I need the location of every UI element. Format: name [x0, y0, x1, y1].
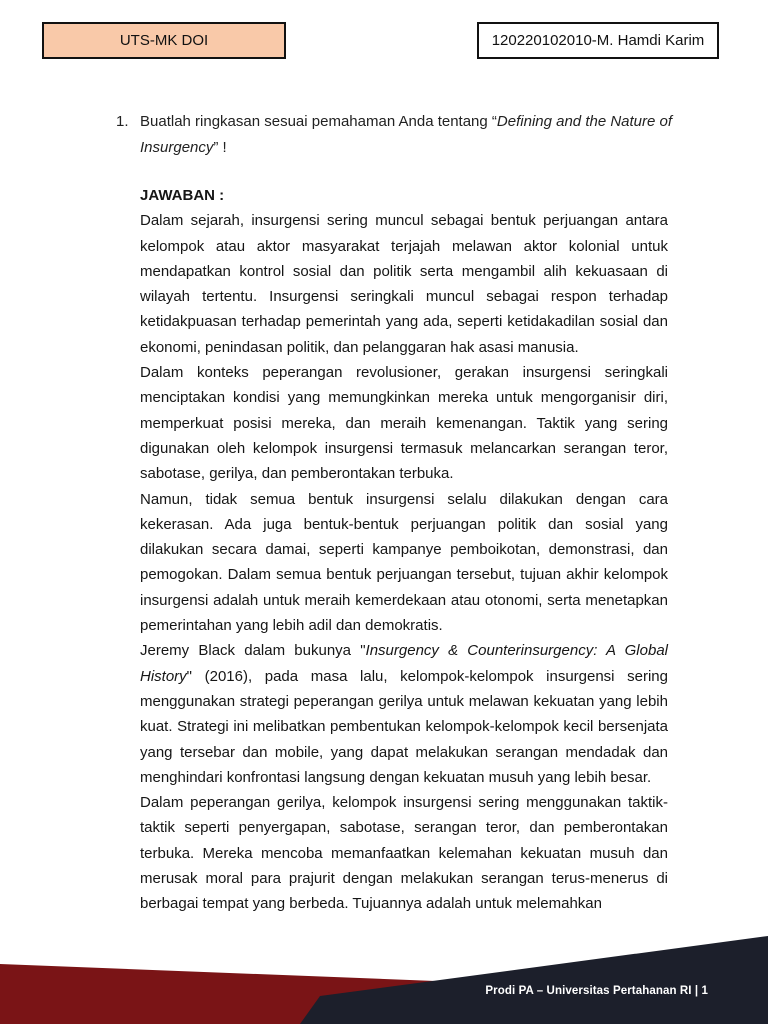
course-label-box [42, 22, 286, 59]
answer-paragraph-citation [140, 638, 668, 790]
question-text [140, 109, 682, 161]
course-label: UTS-MK DOI [119, 32, 209, 49]
question [116, 109, 682, 161]
page-footer [0, 934, 768, 1024]
answer-label: JAWABAN : [140, 187, 225, 204]
footer-text: Prodi PA – Universitas Pertahanan RI | 1 [485, 985, 708, 997]
answer-paragraph: Dalam sejarah, insurgensi sering muncul sebagai bentuk perjuangan antara kelompok atau aktor masyarakat terjajah melawan aktor kolonial untuk mendapatkan kontrol sosial dan politik serta mengambil alih kekuasaan di wilayah tertentu. Insurgensi seringkali muncul sebagai respon terhadap ketidakpuasan terhadap pemerintah yang ada, seperti ketidakadilan sosial dan ekonomi, penindasan politik, dan pelanggaran hak asasi manusia. [140, 212, 668, 356]
citation-after: " (2016), pada masa lalu, kelompok-kelompok insurgensi sering menggunakan strategi peperangan gerilya untuk melawan kekuatan yang lebih kuat. Strategi ini melibatkan pembentukan kelompok-kelompok kecil bersenjata yang tersebar dan mobile, yang dapat melakukan serangan mendadak dan menghindari konfrontasi langsung dengan kekuatan musuh yang lebih besar. [140, 667, 668, 786]
answer-paragraph: Namun, tidak semua bentuk insurgensi selalu dilakukan dengan cara kekerasan. Ada juga bentuk-bentuk perjuangan politik dan sosial yang dilakukan secara damai, seperti kampanye pemboikotan, demonstrasi, dan pemogokan. Dalam semua bentuk perjuangan tersebut, tujuan akhir kelompok insurgensi adalah untuk meraih kemerdekaan atau otonomi, serta menetapkan pemerintahan yang lebih adil dan demokratis. [140, 490, 668, 635]
student-id-label: 120220102010-M. Hamdi Karim [491, 32, 705, 49]
question-title: Defining and the Nature of Insurgency [140, 113, 673, 156]
footer-band [0, 934, 768, 1024]
student-id-box [477, 22, 719, 59]
answer-paragraph: Dalam konteks peperangan revolusioner, gerakan insurgensi seringkali menciptakan kondisi yang memungkinkan mereka untuk mengorganisir diri, memperkuat posisi mereka, dan meraih kemenangan. Taktik yang sering digunakan oleh kelompok insurgensi termasuk melancarkan serangan teror, sabotase, gerilya, dan pemberontakan terbuka. [140, 364, 668, 483]
book-title: Insurgency & Counterinsurgency: A Global History [140, 642, 669, 685]
citation-before: Jeremy Black dalam bukunya " [140, 642, 366, 660]
answer-section [140, 183, 668, 917]
question-number: 1. [116, 113, 129, 130]
question-text-before: Buatlah ringkasan sesuai pemahaman Anda tentang “ [140, 113, 497, 130]
question-text-after: ” ! [213, 139, 227, 156]
answer-paragraph: Dalam peperangan gerilya, kelompok insurgensi sering menggunakan taktik-taktik seperti penyergapan, sabotase, serangan teror, dan pemberontakan terbuka. Mereka mencoba memanfaatkan kelemahan kekuatan musuh dan merusak moral para prajurit dengan melakukan serangan terus-menerus di berbagai tempat yang berbeda. Tujuannya adalah untuk melemahkan [140, 794, 668, 913]
